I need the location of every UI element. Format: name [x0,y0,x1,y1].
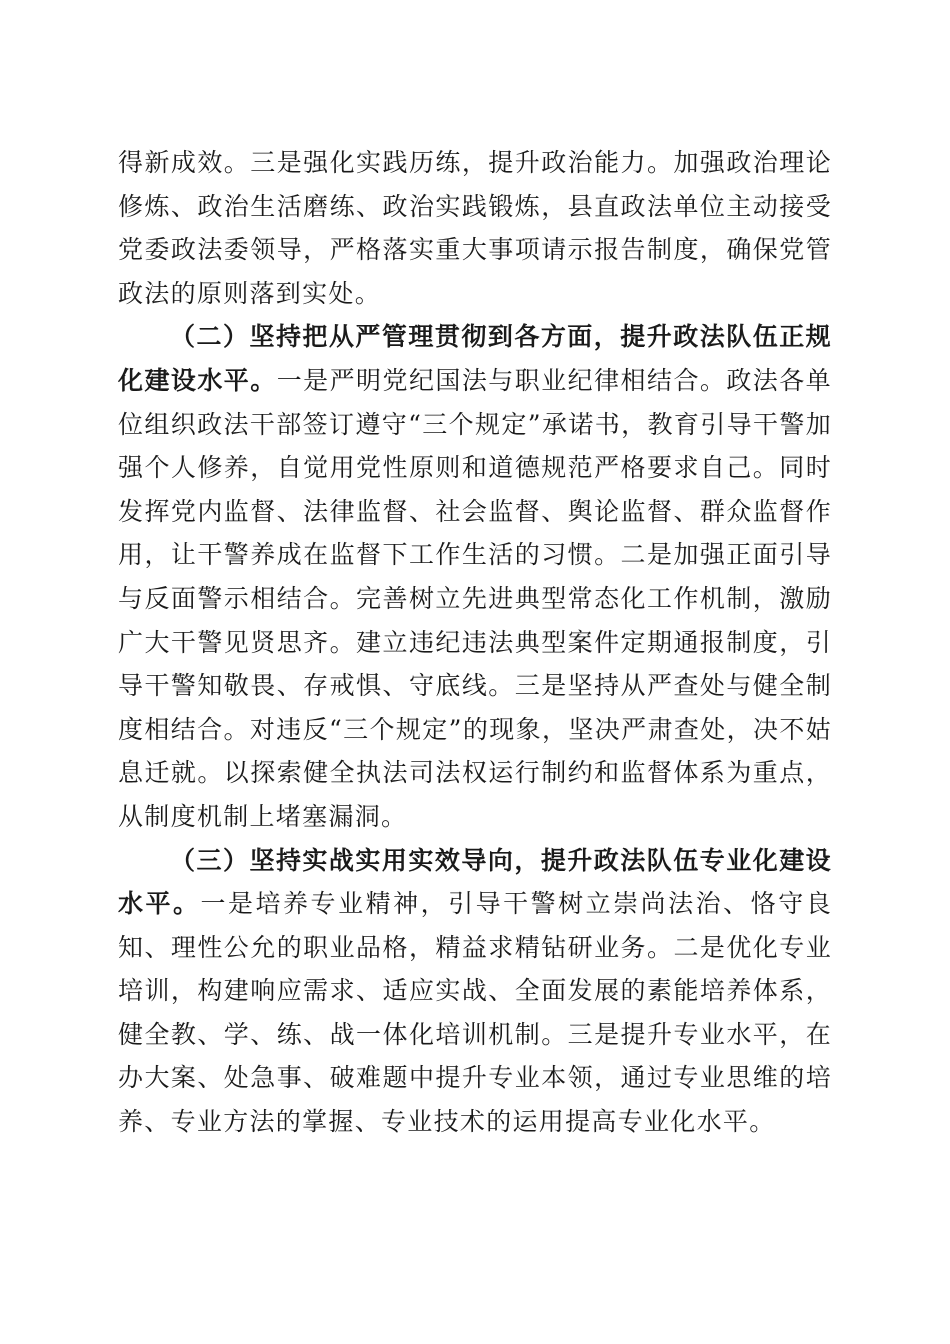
section-heading: （三）坚持实战实用实效导向，提升政法队伍专业化建设水平。 [118,845,832,919]
paragraph-body: 一是严明党纪国法与职业纪律相结合。政法各单位组织政法干部签订遵守“三个规定”承诺书，教育引导干警加强个人修养，自觉用党性原则和道德规范严格要求自己。同时发挥党内监督、法律监督、社会监督、舆论监督、群众监督作用，让干警养成在监督下工作生活的习惯。二是加强正面引导与反面警示相结合。完善树立先进典型常态化工作机制，激励广大干警见贤思齐。建立违纪违法典型案件定期通报制度，引导干警知敬畏、存戒惧、守底线。三是坚持从严查处与健全制度相结合。对违反“三个规定”的现象，坚决严肃查处，决不姑息迁就。以探索健全执法司法权运行制约和监督体系为重点，从制度机制上堵塞漏洞。 [118,365,832,831]
paragraph-section-2 [118,315,832,838]
body-text [118,141,832,1144]
paragraph-body: 得新成效。三是强化实践历练，提升政治能力。加强政治理论修炼、政治生活磨练、政治实践锻炼，县直政法单位主动接受党委政法委领导，严格落实重大事项请示报告制度，确保党管政法的原则落到实处。 [118,148,832,308]
paragraph-continuation [118,141,832,315]
paragraph-section-3 [118,839,832,1144]
paragraph-body: 一是培养专业精神，引导干警树立崇尚法治、恪守良知、理性公允的职业品格，精益求精钻研业务。二是优化专业培训，构建响应需求、适应实战、全面发展的素能培养体系，健全教、学、练、战一体化培训机制。三是提升专业水平，在办大案、处急事、破难题中提升专业本领，通过专业思维的培养、专业方法的掌握、专业技术的运用提高专业化水平。 [118,889,832,1137]
section-heading: （二）坚持把从严管理贯彻到各方面，提升政法队伍正规化建设水平。 [118,322,832,395]
